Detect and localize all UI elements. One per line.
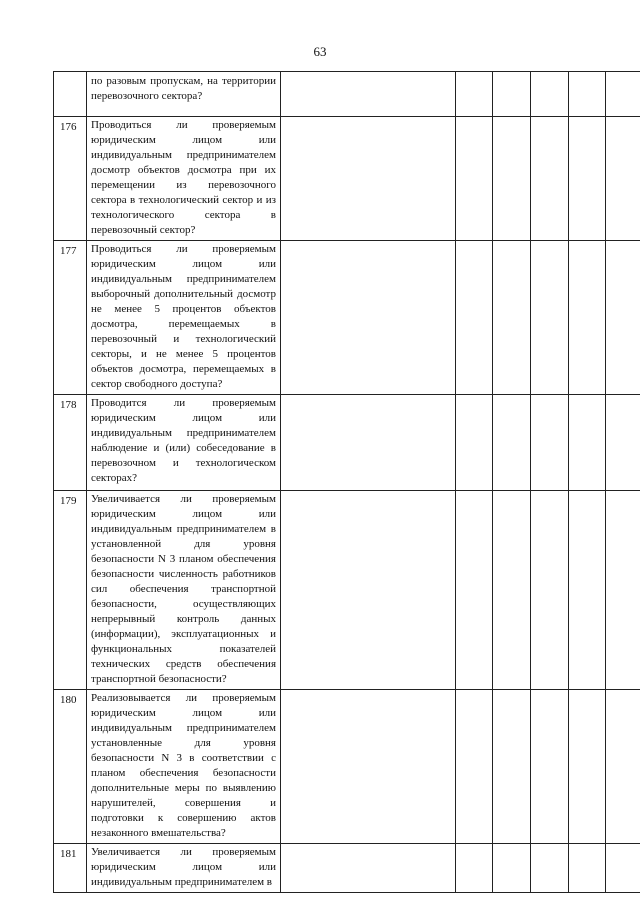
empty-cell — [493, 491, 531, 690]
empty-cell — [569, 491, 606, 690]
empty-cell — [569, 844, 606, 893]
empty-cell — [493, 72, 531, 117]
question-text: Проводится ли проверяемым юридическим лицом или индивидуальным предпринимателем наблюдение и (или) собеседование в перевозочном и технологическом секторах? — [87, 395, 281, 491]
table-row — [54, 117, 640, 241]
empty-cell — [456, 844, 493, 893]
empty-cell — [606, 72, 640, 117]
empty-cell — [456, 395, 493, 491]
row-number: 177 — [54, 241, 87, 395]
empty-cell — [531, 491, 569, 690]
empty-cell — [281, 395, 456, 491]
empty-cell — [569, 117, 606, 241]
checklist-table — [53, 71, 640, 893]
empty-cell — [493, 241, 531, 395]
empty-cell — [531, 72, 569, 117]
question-text: по разовым пропускам, на территории перевозочного сектора? — [87, 72, 281, 117]
row-number: 181 — [54, 844, 87, 893]
table-row — [54, 395, 640, 491]
row-number: 179 — [54, 491, 87, 690]
empty-cell — [606, 690, 640, 844]
empty-cell — [606, 491, 640, 690]
empty-cell — [281, 117, 456, 241]
table-row — [54, 241, 640, 395]
empty-cell — [456, 491, 493, 690]
table-row — [54, 72, 640, 117]
empty-cell — [493, 395, 531, 491]
empty-cell — [281, 72, 456, 117]
page-number: 63 — [313, 44, 327, 59]
question-text: Проводиться ли проверяемым юридическим лицом или индивидуальным предпринимателем выборочный дополнительный досмотр не менее 5 процентов объектов досмотра, перемещаемых в перевозочный и технологический секторы, и не менее 5 процентов объектов досмотра, перемещаемых в сектор свободного доступа? — [87, 241, 281, 395]
empty-cell — [493, 844, 531, 893]
empty-cell — [456, 690, 493, 844]
row-number — [54, 72, 87, 117]
empty-cell — [531, 117, 569, 241]
empty-cell — [281, 844, 456, 893]
empty-cell — [493, 117, 531, 241]
empty-cell — [456, 117, 493, 241]
row-number: 180 — [54, 690, 87, 844]
table-row — [54, 844, 640, 893]
empty-cell — [456, 72, 493, 117]
row-number: 178 — [54, 395, 87, 491]
empty-cell — [531, 690, 569, 844]
table-row — [54, 491, 640, 690]
empty-cell — [531, 395, 569, 491]
empty-cell — [606, 395, 640, 491]
question-text: Увеличивается ли проверяемым юридическим лицом или индивидуальным предпринимателем в установленной для уровня безопасности N 3 планом обеспечения безопасности численность работников сил обеспечения транспортной безопасности, осуществляющих непрерывный контроль данных (информации), эксплуатационных и функциональных показателей технических средств обеспечения транспортной безопасности? — [87, 491, 281, 690]
empty-cell — [569, 72, 606, 117]
empty-cell — [281, 241, 456, 395]
empty-cell — [569, 241, 606, 395]
question-text: Реализовывается ли проверяемым юридическим лицом или индивидуальным предпринимателем установленные для уровня безопасности N 3 в соответствии с планом обеспечения безопасности дополнительные меры по выявлению нарушителей, совершения и подготовки к совершению актов незаконного вмешательства? — [87, 690, 281, 844]
empty-cell — [569, 690, 606, 844]
empty-cell — [456, 241, 493, 395]
empty-cell — [606, 844, 640, 893]
question-text: Проводиться ли проверяемым юридическим лицом или индивидуальным предпринимателем досмотр объектов досмотра при их перемещении из перевозочного сектора в технологический сектор и из технологического сектора в перевозочный сектор? — [87, 117, 281, 241]
empty-cell — [493, 690, 531, 844]
empty-cell — [531, 844, 569, 893]
empty-cell — [531, 241, 569, 395]
empty-cell — [606, 117, 640, 241]
empty-cell — [281, 491, 456, 690]
empty-cell — [569, 395, 606, 491]
empty-cell — [606, 241, 640, 395]
table-row — [54, 690, 640, 844]
row-number: 176 — [54, 117, 87, 241]
question-text: Увеличивается ли проверяемым юридическим лицом или индивидуальным предпринимателем в — [87, 844, 281, 893]
empty-cell — [281, 690, 456, 844]
